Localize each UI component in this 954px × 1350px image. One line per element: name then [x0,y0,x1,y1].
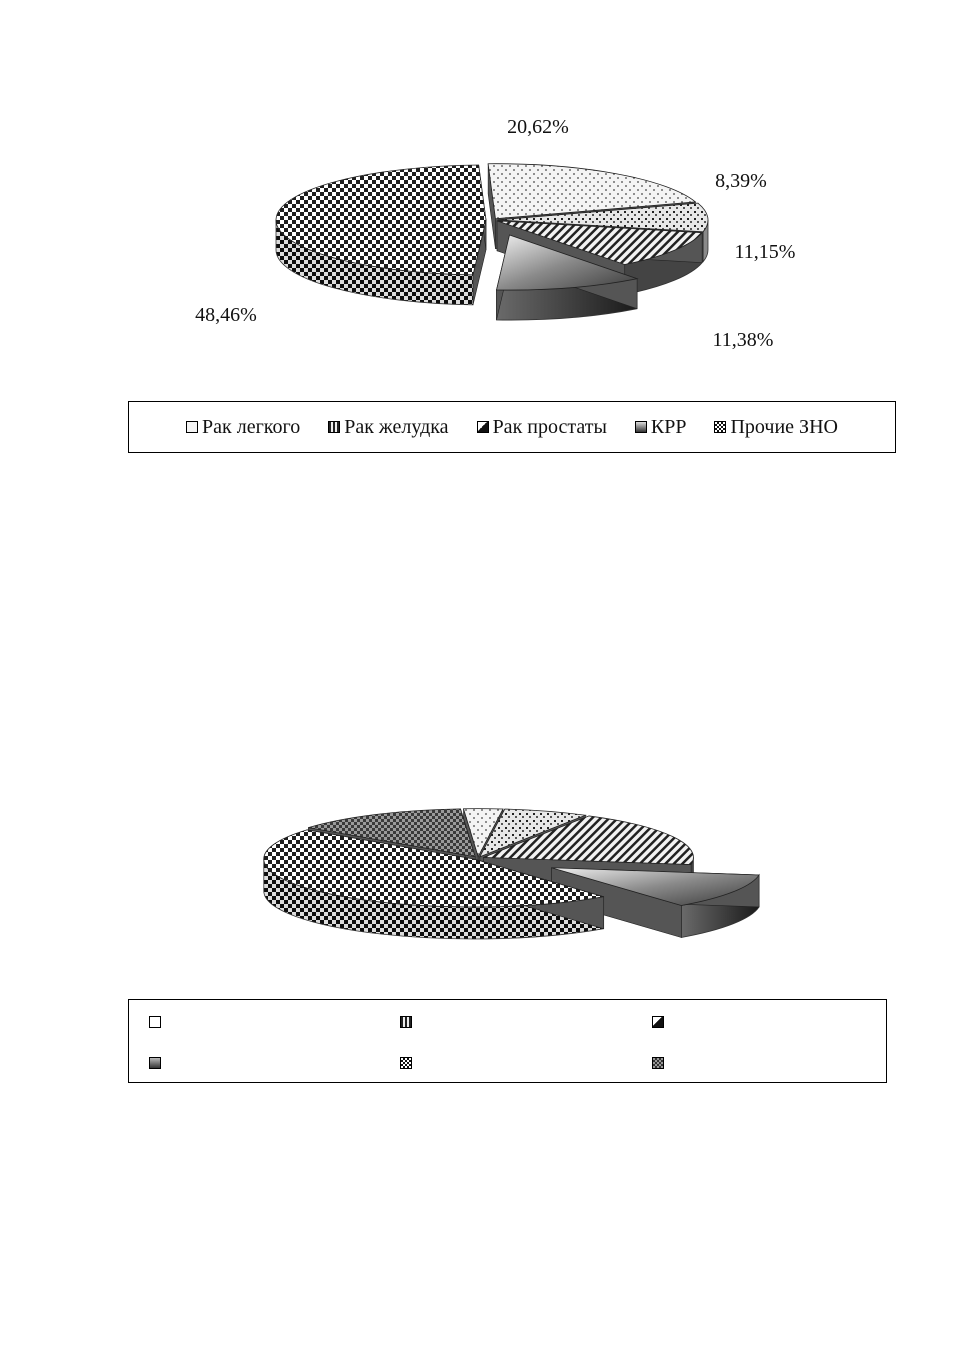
data-label: 20,62% [507,116,569,138]
legend-swatch-other [714,421,726,433]
pie-chart-2 [264,809,759,939]
legend-swatch-lung [186,421,198,433]
legend-swatch-crc [149,1057,161,1069]
legend-label: Прочие ЗНО [730,415,838,438]
legend-label: Рак легкого [202,415,301,438]
legend-item [635,416,687,439]
legend-swatch-crc [635,421,647,433]
legend-label: КРР [650,415,687,438]
pie-chart-1 [195,116,795,351]
data-label: 11,15% [734,241,796,263]
legend-swatch-sixth [652,1057,664,1069]
legend-chart-1 [128,401,896,453]
legend-swatch-prostate [477,421,489,433]
legend-swatch-lung [149,1016,161,1028]
legend-swatch-stomach [400,1016,412,1028]
legend-item [186,416,300,439]
legend-swatch-prostate [652,1016,664,1028]
data-label: 8,39% [715,170,767,192]
legend-label: Рак желудка [344,415,449,438]
legend-swatch-stomach [328,421,340,433]
legend-label: Рак простаты [492,415,607,438]
legend-item [328,416,448,439]
legend-item [714,416,837,439]
legend-swatch-other [400,1057,412,1069]
legend-item [477,416,607,439]
legend-chart-2 [128,999,887,1083]
data-label: 11,38% [712,329,774,351]
data-label: 48,46% [195,304,257,326]
